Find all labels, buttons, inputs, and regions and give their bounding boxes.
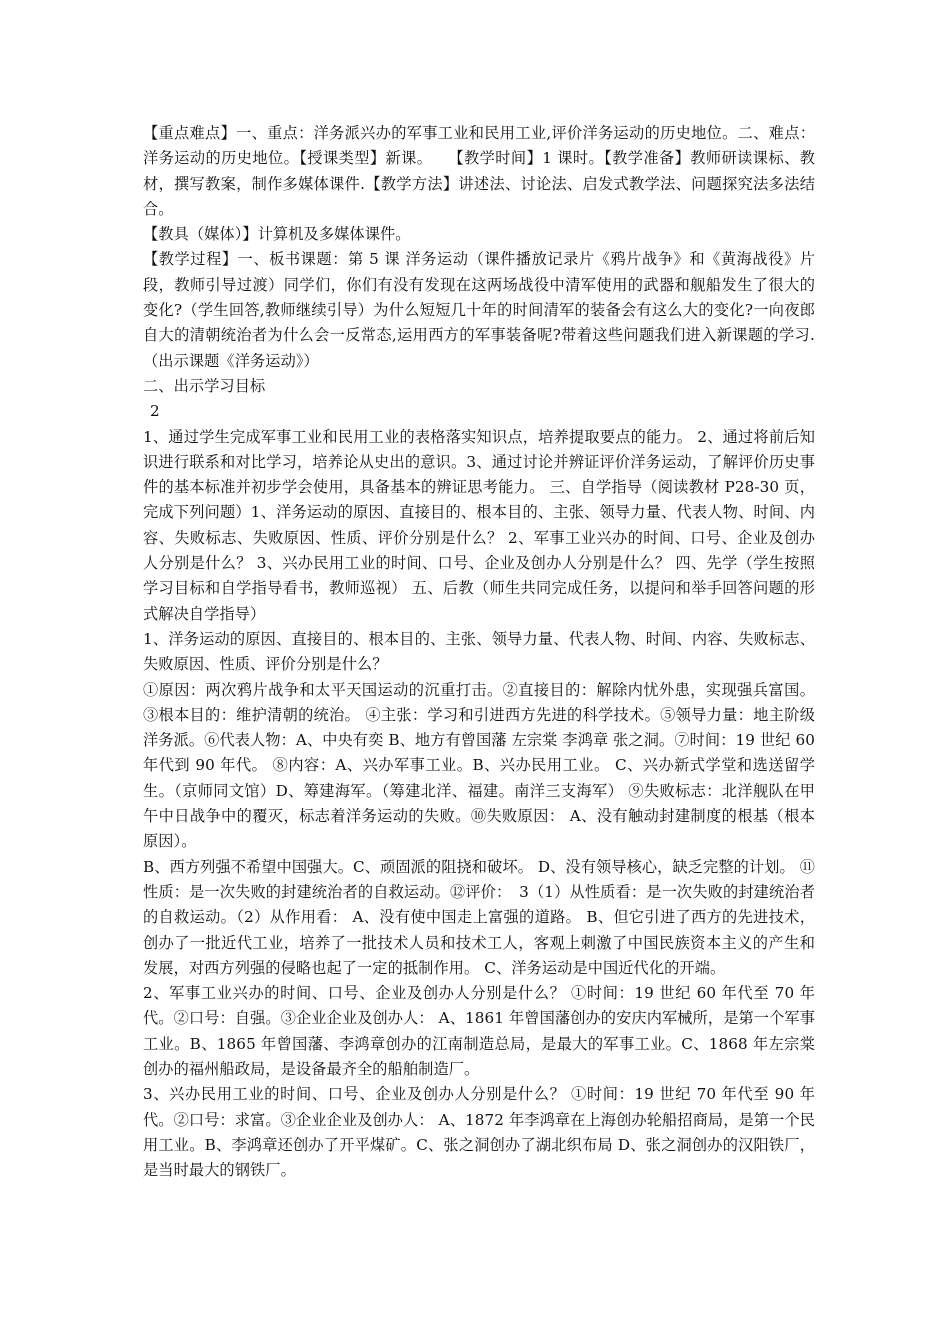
question-2-paragraph: 2、军事工业兴办的时间、口号、企业及创办人分别是什么？ ①时间：19 世纪 60 年代至 70 年代。②口号：自强。③企业企业及创办人： A、1861 年曾国藩创办的安庆内军械所，是第一个军事工业。B、1865 年曾国藩、李鸿章创办的江南制造总局，是最大的军事工业。C、1868 年左宗棠创办的福州船政局，是设备最齐全的船舶制造厂。 [143, 984, 815, 1078]
teaching-tools-paragraph: 【教具（媒体）】计算机及多媒体课件。 [143, 225, 411, 244]
key-points-paragraph: 【重点难点】一、重点：洋务派兴办的军事工业和民用工业,评价洋务运动的历史地位。二、难点：洋务运动的历史地位。【授课类型】新课。 【教学时间】1 课时。【教学准备】教师研读课标、教材，撰写教案，制作多媒体课件.【教学方法】讲述法、讨论法、启发式教学法、问题探究法多法结合。 [143, 124, 815, 218]
answer-1-paragraph: ①原因：两次鸦片战争和太平天国运动的沉重打击。②直接目的：解除内忧外患，实现强兵富国。③根本目的：维护清朝的统治。 ④主张：学习和引进西方先进的科学技术。⑤领导力量：地主阶级洋务派。⑥代表人物：A、中央有奕 B、地方有曾国藩 左宗棠 李鸿章 张之洞。⑦时间：19 世纪 60 年代到 90 年代。 ⑧内容：A、兴办军事工业。B、兴办民用工业。 C、兴办新式学堂和选送留学生。（京师同文馆）D、筹建海军。（筹建北洋、福建。南洋三支海军） ⑨失败标志：北洋舰队在甲午中日战争中的覆灭，标志着洋务运动的失败。⑩失败原因： A、没有触动封建制度的根基（根本原因）。 [143, 680, 815, 851]
learning-goals-paragraph: 1、通过学生完成军事工业和民用工业的表格落实知识点，培养提取要点的能力。 2、通过将前后知识进行联系和对比学习，培养论从史出的意识。3、通过讨论并辨证评价洋务运动，了解评价历史事件的基本标准并初步学会使用，具备基本的辨证思考能力。 三、自学指导（阅读教材 P28-30 页，完成下列问题）1、洋务运动的原因、直接目的、根本目的、主张、领导力量、代表人物、时间、内容、失败标志、失败原因、性质、评价分别是什么？ 2、军事工业兴办的时间、口号、企业及创办人分别是什么？ 3、兴办民用工业的时间、口号、企业及创办人分别是什么？ 四、先学（学生按照学习目标和自学指导看书，教师巡视） 五、后教（师生共同完成任务，以提问和举手回答问题的形式解决自学指导） [143, 427, 815, 623]
document-page [143, 121, 815, 1183]
question-1-paragraph: 1、洋务运动的原因、直接目的、根本目的、主张、领导力量、代表人物、时间、内容、失败标志、失败原因、性质、评价分别是什么？ [143, 629, 815, 674]
answer-1-continued-paragraph: B、西方列强不希望中国强大。C、顽固派的阻挠和破坏。 D、没有领导核心，缺乏完整的计划。 ⑪性质：是一次失败的封建统治者的自救运动。⑫评价： 3（1）从性质看：是一次失败的封建统治者的自救运动。（2）从作用看： A、没有使中国走上富强的道路。 B、但它引进了西方的先进技术，创办了一批近代工业，培养了一批技术人员和技术工人，客观上刺激了中国民族资本主义的产生和发展，对西方列强的侵略也起了一定的抵制作用。 C、洋务运动是中国近代化的开端。 [143, 857, 815, 977]
page-number-marker: 2 [150, 402, 160, 421]
learning-goals-heading: 二、出示学习目标 [143, 376, 266, 395]
teaching-process-paragraph: 【教学过程】一、板书课题：第 5 课 洋务运动（课件播放记录片《鸦片战争》和《黄海战役》片段，教师引导过渡）同学们，你们有没有发现在这两场战役中清军使用的武器和舰船发生了很大的变化?（学生回答,教师继续引导）为什么短短几十年的时间清军的装备会有这么大的变化?一向夜郎自大的清朝统治者为什么会一反常态,运用西方的军事装备呢?带着这些问题我们进入新课题的学习.（出示课题《洋务运动》） [143, 250, 815, 370]
question-3-paragraph: 3、兴办民用工业的时间、口号、企业及创办人分别是什么？ ①时间：19 世纪 70 年代至 90 年代。②口号：求富。③企业企业及创办人： A、1872 年李鸿章在上海创办轮船招商局，是第一个民用工业。B、李鸿章还创办了开平煤矿。C、张之洞创办了湖北织布局 D、张之洞创办的汉阳铁厂，是当时最大的钢铁厂。 [143, 1085, 815, 1180]
